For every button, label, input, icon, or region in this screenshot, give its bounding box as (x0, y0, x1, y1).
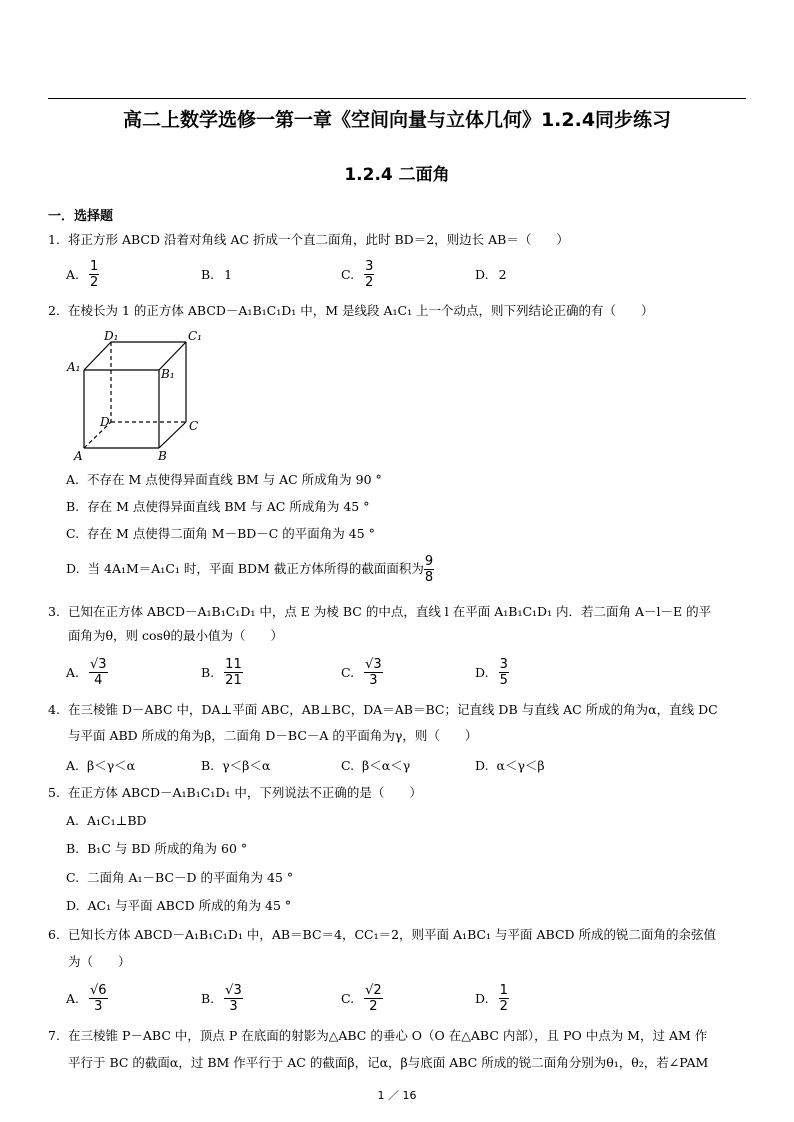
question-2-option-d: D. 当 4A₁M＝A₁C₁ 时，平面 BDM 截正方体所得的截面面积为 $\frac{9}{8}$ (66, 553, 434, 585)
question-1-options (66, 256, 746, 292)
question-7: 7. 在三棱锥 P－ABC 中，顶点 P 在底面的射影为△ABC 的垂心 O（O 在△ABC 内部），且 PO 中点为 M，过 AM 作 (48, 1028, 708, 1043)
question-7-cont: 平行于 BC 的截面α，过 BM 作平行于 AC 的截面β，记α，β与底面 ABC 所成的锐二面角分别为θ₁，θ₂，若∠PAM (68, 1055, 709, 1070)
question-5-option-a: A. A₁C₁⊥BD (66, 813, 147, 828)
question-text: 将正方形 ABCD 沿着对角线 AC 折成一个直二面角，此时 BD＝2，则边长 AB＝（ ） (68, 232, 569, 247)
question-3: 3. 已知在正方体 ABCD－A₁B₁C₁D₁ 中，点 E 为棱 BC 的中点，直线 l 在平面 A₁B₁C₁D₁ 内．若二面角 A－l－E 的平 (48, 604, 712, 619)
question-text: 已知在正方体 ABCD－A₁B₁C₁D₁ 中，点 E 为棱 BC 的中点，直线 l 在平面 A₁B₁C₁D₁ 内．若二面角 A－l－E 的平 (68, 604, 712, 619)
option-a: A. β＜γ＜α (66, 758, 136, 773)
option-c: C. β＜α＜γ (341, 758, 411, 773)
question-5-option-b: B. B₁C 与 BD 所成的角为 60 ° (66, 841, 248, 856)
option-a: A. $\frac{√6}{3}$ (66, 982, 107, 1014)
question-2-option-b: B. 存在 M 点使得异面直线 BM 与 AC 所成角为 45 ° (66, 499, 370, 514)
vertex-label: D (100, 415, 110, 429)
option-a: A. $\frac{1}{2}$ (66, 258, 99, 290)
question-1: 1. 将正方形 ABCD 沿着对角线 AC 折成一个直二面角，此时 BD＝2，则边长 AB＝（ ） (48, 232, 569, 247)
question-text: 在三棱锥 P－ABC 中，顶点 P 在底面的射影为△ABC 的垂心 O（O 在△ABC 内部），且 PO 中点为 M，过 AM 作 (68, 1028, 708, 1043)
fraction: $\frac{9}{8}$ (424, 553, 434, 585)
option-a: A. $\frac{√3}{4}$ (66, 656, 107, 688)
vertex-label: A (74, 449, 83, 462)
question-text: 在棱长为 1 的正方体 ABCD－A₁B₁C₁D₁ 中，M 是线段 A₁C₁ 上一个动点，则下列结论正确的有（ ） (68, 303, 654, 318)
option-b: B. 1 (201, 266, 233, 282)
question-2: 2. 在棱长为 1 的正方体 ABCD－A₁B₁C₁D₁ 中，M 是线段 A₁C₁ 上一个动点，则下列结论正确的有（ ） (48, 303, 654, 318)
cube-figure (64, 330, 214, 462)
option-d: D. $\frac{1}{2}$ (475, 982, 508, 1014)
vertex-label: B (158, 449, 167, 462)
question-5-option-d: D. AC₁ 与平面 ABCD 所成的角为 45 ° (66, 898, 292, 913)
option-c: C. $\frac{√2}{2}$ (341, 982, 382, 1014)
option-d: D. 2 (475, 266, 507, 282)
question-text: 已知长方体 ABCD－A₁B₁C₁D₁ 中，AB＝BC＝4，CC₁＝2，则平面 A₁BC₁ 与平面 ABCD 所成的锐二面角的余弦值 (68, 927, 717, 942)
fraction: $\frac{3}{2}$ (365, 258, 374, 290)
page-number: 1 ／ 16 (377, 1089, 417, 1102)
question-6-cont: 为（ ） (68, 954, 131, 969)
question-text: 在正方体 ABCD－A₁B₁C₁D₁ 中，下列说法不正确的是（ ） (68, 785, 422, 800)
question-6-options (66, 980, 746, 1016)
question-5-option-c: C. 二面角 A₁－BC－D 的平面角为 45 ° (66, 870, 294, 885)
question-5: 5. 在正方体 ABCD－A₁B₁C₁D₁ 中，下列说法不正确的是（ ） (48, 785, 422, 800)
question-3-options (66, 654, 746, 690)
question-4: 4. 在三棱锥 D－ABC 中，DA⊥平面 ABC，AB⊥BC，DA＝AB＝BC；记直线 DB 与直线 AC 所成的角为α，直线 DC (48, 702, 718, 717)
question-4-cont: 与平面 ABD 所成的角为β，二面角 D－BC－A 的平面角为γ，则（ ） (68, 728, 478, 743)
option-c: C. $\frac{3}{2}$ (341, 258, 374, 290)
option-d: D. $\frac{3}{5}$ (475, 656, 508, 688)
question-6: 6. 已知长方体 ABCD－A₁B₁C₁D₁ 中，AB＝BC＝4，CC₁＝2，则平面 A₁BC₁ 与平面 ABCD 所成的锐二面角的余弦值 (48, 927, 717, 942)
vertex-label: D₁ (104, 330, 119, 343)
option-d: D. α＜γ＜β (475, 758, 545, 773)
page-subtitle: 1.2.4 二面角 (344, 165, 450, 185)
option-b: B. $\frac{11}{21}$ (201, 656, 242, 688)
section-heading: 一．选择题 (48, 209, 114, 224)
question-3-cont: 面角为θ，则 cosθ的最小值为（ ） (68, 628, 283, 643)
fraction: $\frac{1}{2}$ (90, 258, 99, 290)
page-title: 高二上数学选修一第一章《空间向量与立体几何》1.2.4同步练习 (122, 109, 672, 131)
header-rule (48, 98, 746, 99)
question-2-option-c: C. 存在 M 点使得二面角 M－BD－C 的平面角为 45 ° (66, 526, 375, 541)
vertex-label: B₁ (161, 367, 175, 381)
question-text: 在三棱锥 D－ABC 中，DA⊥平面 ABC，AB⊥BC，DA＝AB＝BC；记直线 DB 与直线 AC 所成的角为α，直线 DC (68, 702, 718, 717)
question-2-option-a: A. 不存在 M 点使得异面直线 BM 与 AC 所成角为 90 ° (66, 472, 382, 487)
question-4-options (66, 756, 746, 772)
option-b: B. $\frac{√3}{3}$ (201, 982, 242, 1014)
option-b: B. γ＜β＜α (201, 758, 271, 773)
vertex-label: C₁ (188, 330, 202, 343)
option-c: C. $\frac{√3}{3}$ (341, 656, 382, 688)
vertex-label: A₁ (67, 360, 81, 374)
vertex-label: C (189, 419, 199, 433)
